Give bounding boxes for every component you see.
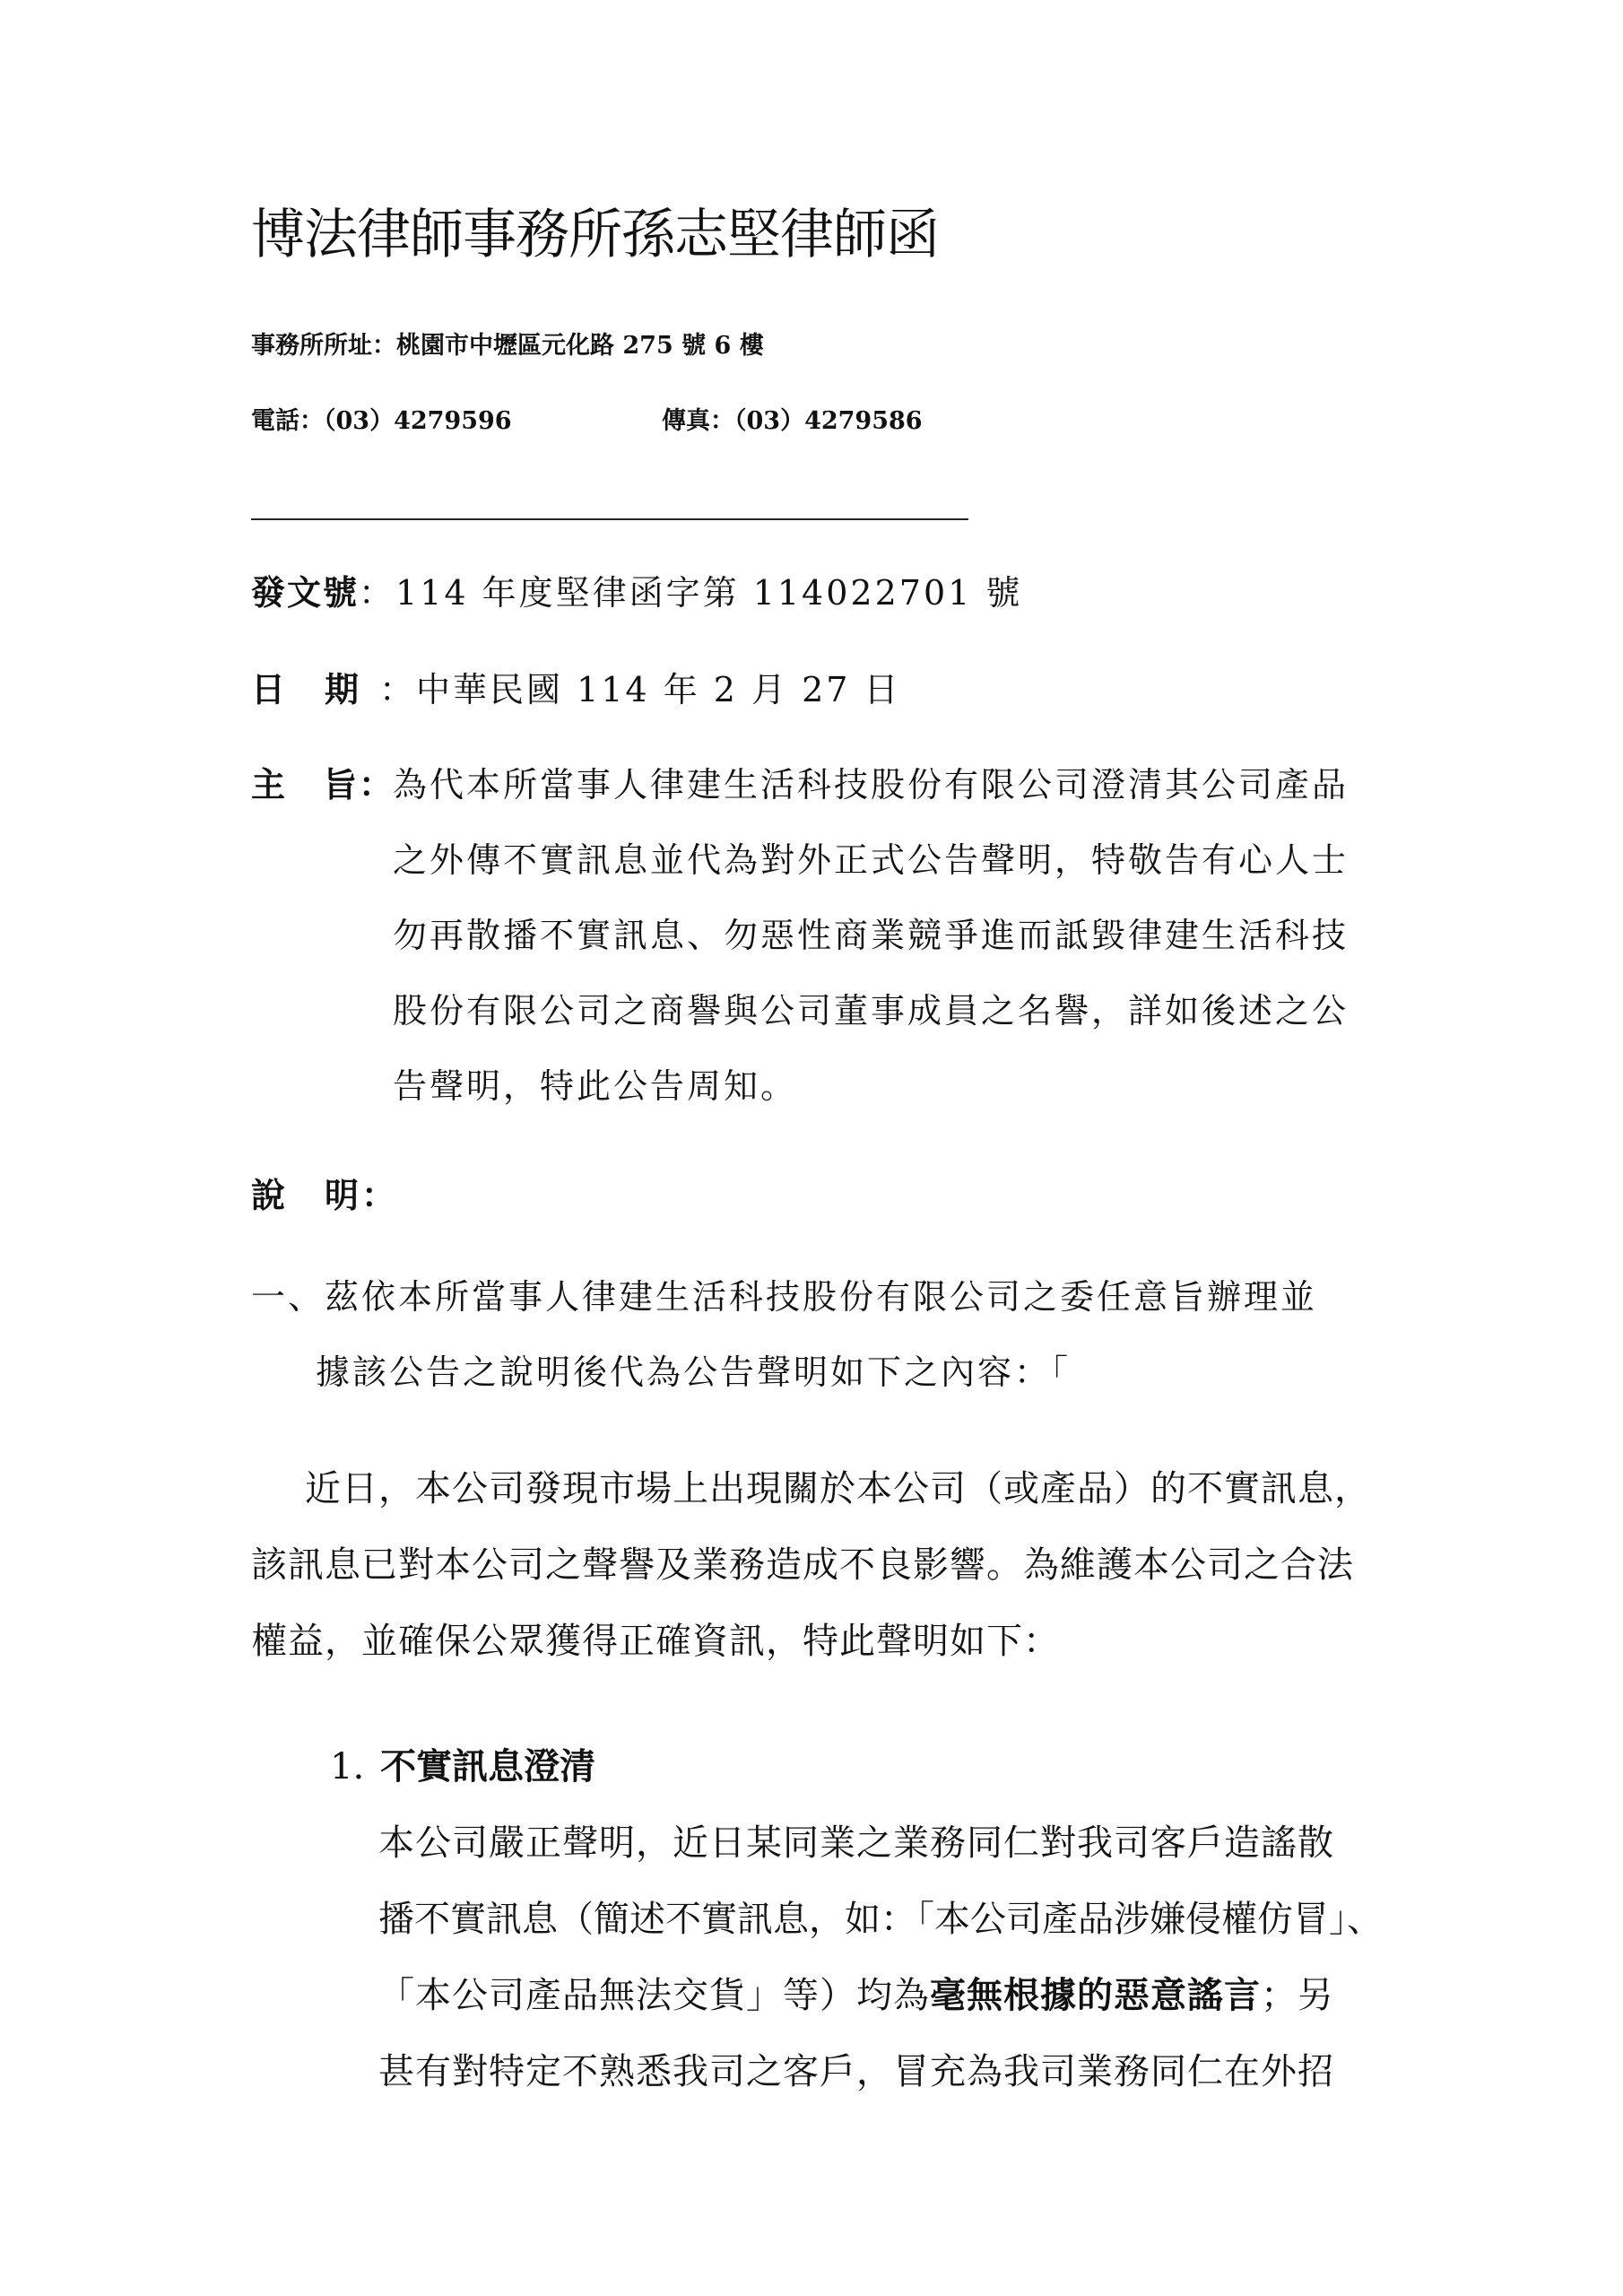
announcement-intro-line: 權益，並確保公眾獲得正確資訊，特此聲明如下：	[251, 1621, 1060, 1662]
subject-line: 告聲明，特此公告周知。	[393, 1066, 798, 1106]
subject-line: 股份有限公司之商譽與公司董事成員之名譽，詳如後述之公	[393, 991, 1350, 1031]
reference-label: 發文號	[251, 572, 360, 613]
fax-number: 傳真：（03）4279586	[662, 407, 923, 435]
section1-line: 據該公告之說明後代為公告聲明如下之內容：「	[316, 1352, 1072, 1392]
subject-line: 勿再散播不實訊息、勿惡性商業競爭進而詆毀律建生活科技	[393, 916, 1350, 955]
item1-line: 本公司嚴正聲明，近日某同業之業務同仁對我司客戶造謠散	[378, 1822, 1334, 1864]
item1-title: 不實訊息澄清	[380, 1746, 596, 1787]
office-address: 事務所所址：桃園市中壢區元化路 275 號 6 樓	[251, 332, 764, 360]
description-label: 說 明：	[251, 1175, 399, 1215]
page-title: 博法律師事務所孫志堅律師函	[251, 204, 939, 266]
reference-number	[251, 568, 1022, 618]
item1-line: 甚有對特定不熟悉我司之客戶，冒充為我司業務同仁在外招	[378, 2051, 1334, 2092]
subject-label: 主 旨：	[251, 764, 395, 804]
announcement-intro-line: 近日，本公司發現市場上出現關於本公司（或產品）的不實訊息，	[305, 1468, 1371, 1509]
item1-heading	[330, 1740, 595, 1794]
item1-line-part: ；另	[1261, 1975, 1334, 2016]
letter-date	[251, 665, 901, 715]
item1-line: 播不實訊息（簡述不實訊息，如：「本公司產品涉嫌侵權仿冒」、	[378, 1899, 1383, 1940]
subject-line: 為代本所當事人律建生活科技股份有限公司澄清其公司產品	[393, 765, 1350, 804]
phone-number: 電話：（03）4279596	[251, 407, 512, 435]
item1-line-part: 「本公司產品無法交貨」等）均為	[378, 1975, 930, 2016]
item1-number: 1.	[330, 1746, 365, 1787]
reference-value: ：114 年度堅律函字第 114022701 號	[359, 573, 1023, 613]
item1-emphasis: 毫無根據的惡意謠言	[930, 1975, 1261, 2016]
section1-line: 一、茲依本所當事人律建生活科技股份有限公司之委任意旨辦理並	[251, 1277, 1318, 1317]
header-divider	[251, 518, 968, 520]
date-label: 日 期	[251, 669, 362, 709]
item1-line	[378, 1969, 1334, 2022]
announcement-intro-line: 該訊息已對本公司之聲譽及業務造成不良影響。為維護本公司之合法	[251, 1544, 1354, 1586]
date-value: ：中華民國 114 年 2 月 27 日	[379, 670, 901, 709]
subject-line: 之外傳不實訊息並代為對外正式公告聲明，特敬告有心人士	[393, 840, 1350, 880]
